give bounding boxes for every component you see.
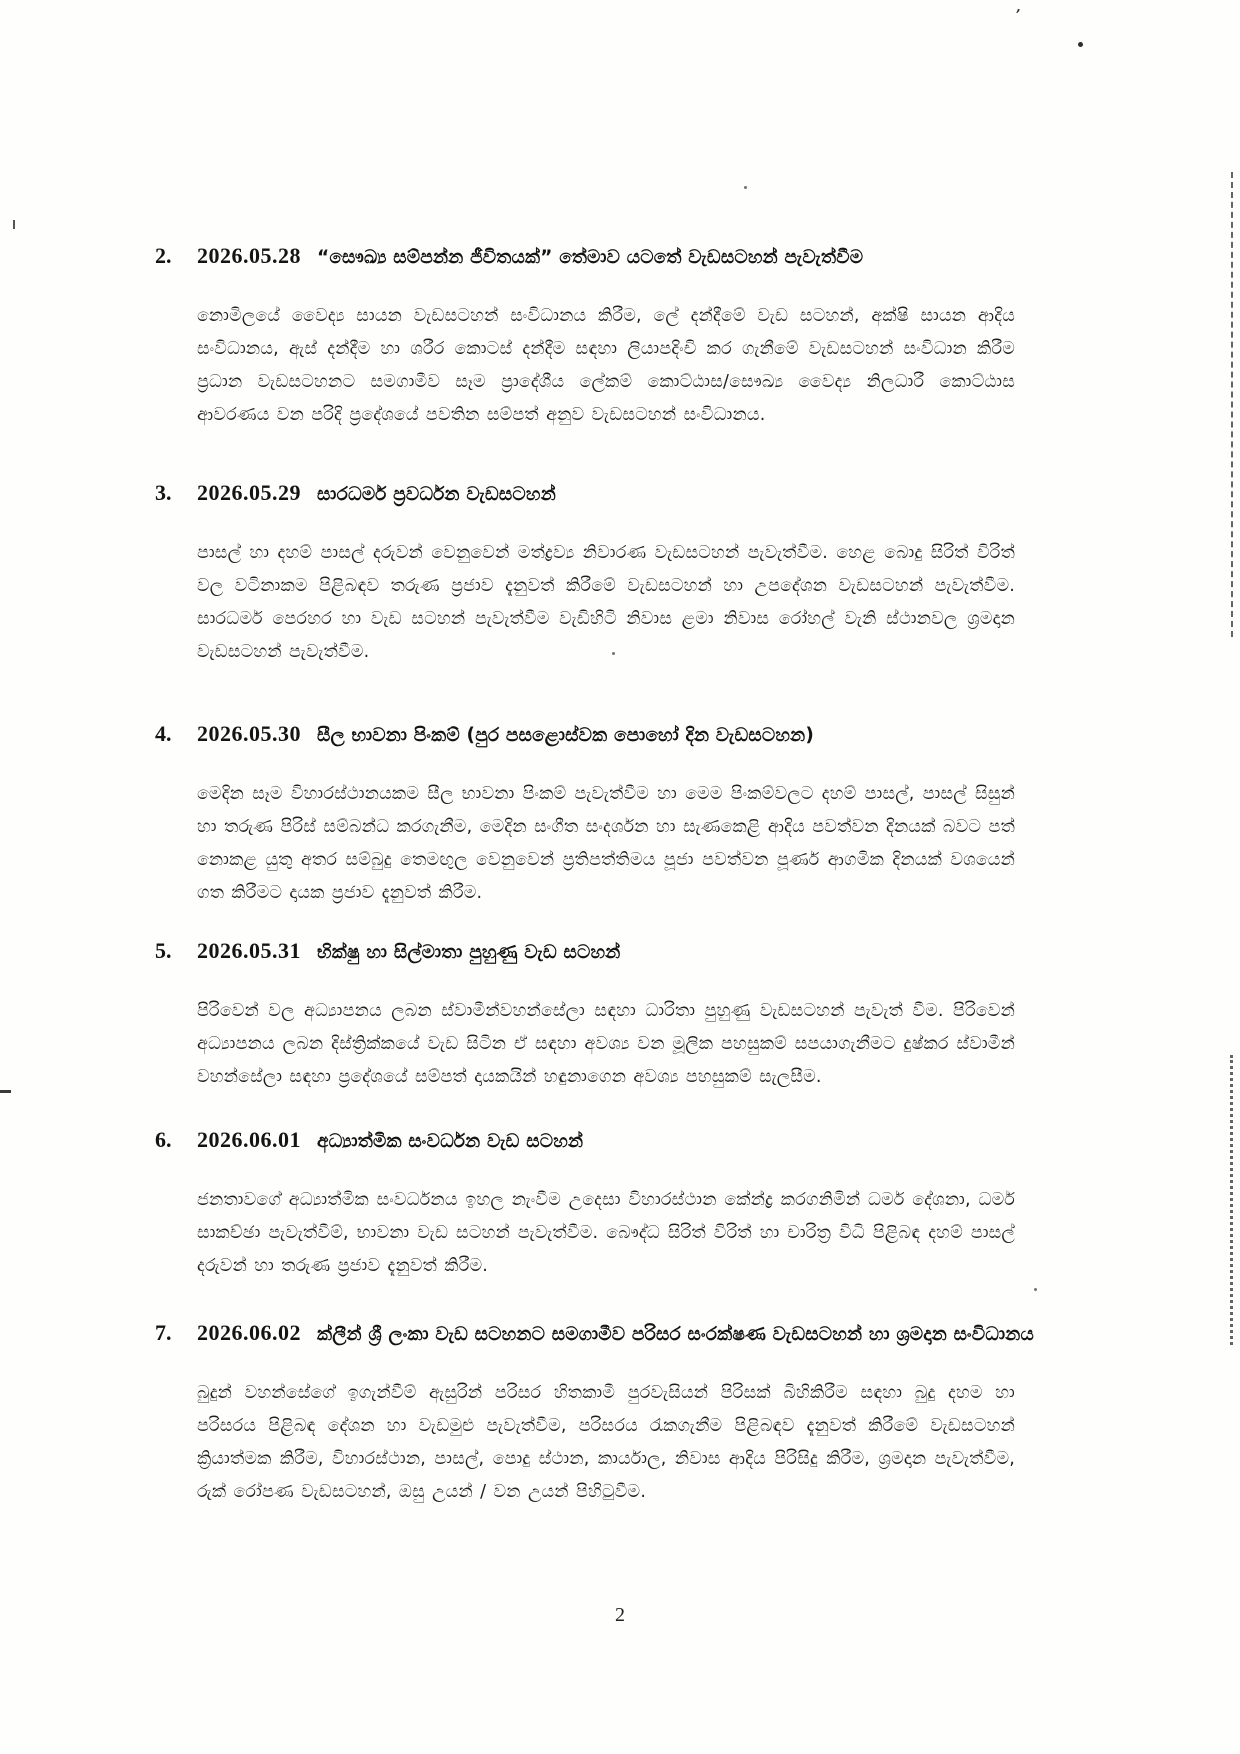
item-number: 7. bbox=[155, 1320, 172, 1345]
item-title: “සෞඛ්‍ය සම්පන්න ජීවිතයක්” තේමාව යටතේ වැඩසටහන් පැවැත්වීම bbox=[317, 247, 864, 268]
item-heading bbox=[155, 1313, 1130, 1355]
item-number: 4. bbox=[155, 721, 172, 746]
item-number: 5. bbox=[155, 938, 172, 963]
list-item-4 bbox=[0, 714, 1240, 910]
item-date: 2026.05.31 bbox=[197, 938, 301, 963]
item-title: අධ්‍යාත්මික සංවර්ධන වැඩ සටහන් bbox=[317, 1131, 584, 1152]
item-body: නොමිලයේ වෛද්‍ය සායන වැඩසටහන් සංවිධානය කිරීම, ලේ දන්දීමේ වැඩ සටහන්, අක්ෂි සායන ආදිය සංවිධානය, ඇස් දන්දීම හා ශරීර කොටස් දන්දීම සඳහා ලියාපදිංචි කර ගැනීමේ වැඩසටහන් සංවිධාන කිරීම ප්‍රධාන වැඩසටහනට සමගාමීව සෑම ප්‍රාදේශීය ලේකම් කොට්ඨාස/සෞඛ්‍ය වෛද්‍ය නිලධාරී කොට්ඨාස ආවරණය වන පරිදි ප්‍රදේශයේ පවතින සම්පත් අනුව වැඩසටහන් සංවිධානය. bbox=[197, 306, 1015, 425]
item-date: 2026.05.30 bbox=[197, 721, 301, 746]
item-title: සීල භාවනා පිංකම් (පුර පසළොස්වක පොහෝ දින වැඩසටහන) bbox=[317, 725, 815, 746]
item-heading bbox=[155, 931, 1130, 973]
list-item-7 bbox=[0, 1313, 1240, 1509]
item-number: 6. bbox=[155, 1127, 172, 1152]
item-heading bbox=[155, 1120, 1130, 1162]
item-heading bbox=[155, 714, 1130, 756]
item-number: 3. bbox=[155, 480, 172, 505]
scan-speck bbox=[744, 186, 747, 189]
item-number: 2. bbox=[155, 243, 172, 268]
item-date: 2026.06.01 bbox=[197, 1127, 301, 1152]
scan-artifact-tick bbox=[13, 220, 15, 229]
item-body: පාසල් හා දහම් පාසල් දරුවන් වෙනුවෙන් මත්ද්‍රව්‍ය නිවාරණ වැඩසටහන් පැවැත්වීම. හෙළ බොදු සිරිත් විරිත් වල වටිනාකම පිළිබඳව තරුණ ප්‍රජාව දැනුවත් කිරීමේ වැඩසටහන් හා උපදේශන වැඩසටහන් පැවැත්වීම. සාරධර්ම පෙරහර හා වැඩ සටහන් පැවැත්වීම වැඩිහිටි නිවාස ළමා නිවාස රෝහල් වැනි ස්ථානවල ශ්‍රමදාන වැඩසටහන් පැවැත්වීම. bbox=[197, 543, 1015, 662]
item-body: බුදුන් වහන්සේගේ ඉගැන්වීම් ඇසුරින් පරිසර හිතකාමී පුරවැසියන් පිරිසක් බිහිකිරීම සඳහා බුදු දහම හා පරිසරය පිළිබඳ දේශන හා වැඩමුළු පැවැත්වීම, පරිසරය රැකගැනීම පිළිබඳව දැනුවත් කිරීමේ වැඩසටහන් ක්‍රියාත්මක කිරීම, විහාරස්ථාන, පාසල්, පොදු ස්ථාන, කාර්යාල, නිවාස ආදිය පිරිසිදු කිරීම, ශ්‍රමදාන පැවැත්වීම, රුක් රෝපණ වැඩසටහන්, ඔසු උයන් / වන උයන් පිහිටුවීම. bbox=[197, 1383, 1015, 1502]
list-item-5 bbox=[0, 931, 1240, 1094]
item-title: සාරධර්ම ප්‍රවර්ධන වැඩසටහන් bbox=[317, 484, 556, 505]
item-body: මෙදින සෑම විහාරස්ථානයකම සීල භාවනා පිංකම් පැවැත්වීම හා මෙම පිංකම්වලට දහම් පාසල්, පාසල් සිසුන් හා තරුණ පිරිස් සම්බන්ධ කරගැනීම, මෙදින සංගීත සංදර්ශන හා සැණකෙළි ආදිය පවත්වන දිනයක් බවට පත් නොකළ යුතු අතර සම්බුදු තෙමඟුල වෙනුවෙන් ප්‍රතිපත්තිමය පූජා පවත්වන පූර්ණ ආගමික දිනයක් වශයෙන් ගත කිරීමට දායක ප්‍රජාව දැනුවත් කිරීම. bbox=[197, 784, 1015, 903]
page-number: 2 bbox=[615, 1604, 625, 1626]
document-content bbox=[0, 236, 1240, 1509]
item-title: ක්ලීන් ශ්‍රී ලංකා වැඩ සටහනට සමගාමීව පරිසර සංරක්ෂණ වැඩසටහන් හා ශ්‍රමදාන සංවිධානය bbox=[317, 1324, 1034, 1345]
scan-artifact-dot bbox=[1078, 42, 1083, 47]
item-body: පිරිවෙන් වල අධ්‍යාපනය ලබන ස්වාමීන්වහන්සේලා සඳහා ධාරිතා පුහුණු වැඩසටහන් පැවැත් වීම. පිරිවෙන් අධ්‍යාපනය ලබන දිස්ත්‍රික්කයේ වැඩ සිටින ඒ සඳහා අවශ්‍ය වන මූලික පහසුකම් සපයාගැනීමට දුෂ්කර ස්වාමීන් වහන්සේලා සඳහා ප්‍රදේශයේ සම්පත් දායකයින් හඳුනාගෙන අවශ්‍ය පහසුකම් සැලසීම. bbox=[197, 1001, 1015, 1087]
item-body: ජනතාවගේ අධ්‍යාත්මික සංවර්ධනය ඉහල නැංවීම උදෙසා විහාරස්ථාන කේන්ද්‍ර කරගනිමින් ධර්ම දේශනා, ධර්ම සාකච්ඡා පැවැත්වීම්, භාවනා වැඩ සටහන් පැවැත්වීම. බෞද්ධ සිරිත් විරිත් හා චාරිත්‍ර විධි පිළිබඳ දහම් පාසල් දරුවන් හා තරුණ ප්‍රජාව දැනුවත් කිරීම. bbox=[197, 1190, 1015, 1276]
list-item-3 bbox=[0, 473, 1240, 669]
item-date: 2026.05.29 bbox=[197, 480, 301, 505]
item-title: භික්ෂු හා සිල්මාතා පුහුණු වැඩ සටහන් bbox=[317, 942, 621, 963]
list-item-6 bbox=[0, 1120, 1240, 1283]
item-heading bbox=[155, 236, 1130, 278]
list-item-2 bbox=[0, 236, 1240, 432]
item-date: 2026.06.02 bbox=[197, 1320, 301, 1345]
scan-artifact-mark: ’ bbox=[1011, 5, 1022, 28]
item-date: 2026.05.28 bbox=[197, 243, 301, 268]
item-heading bbox=[155, 473, 1130, 515]
